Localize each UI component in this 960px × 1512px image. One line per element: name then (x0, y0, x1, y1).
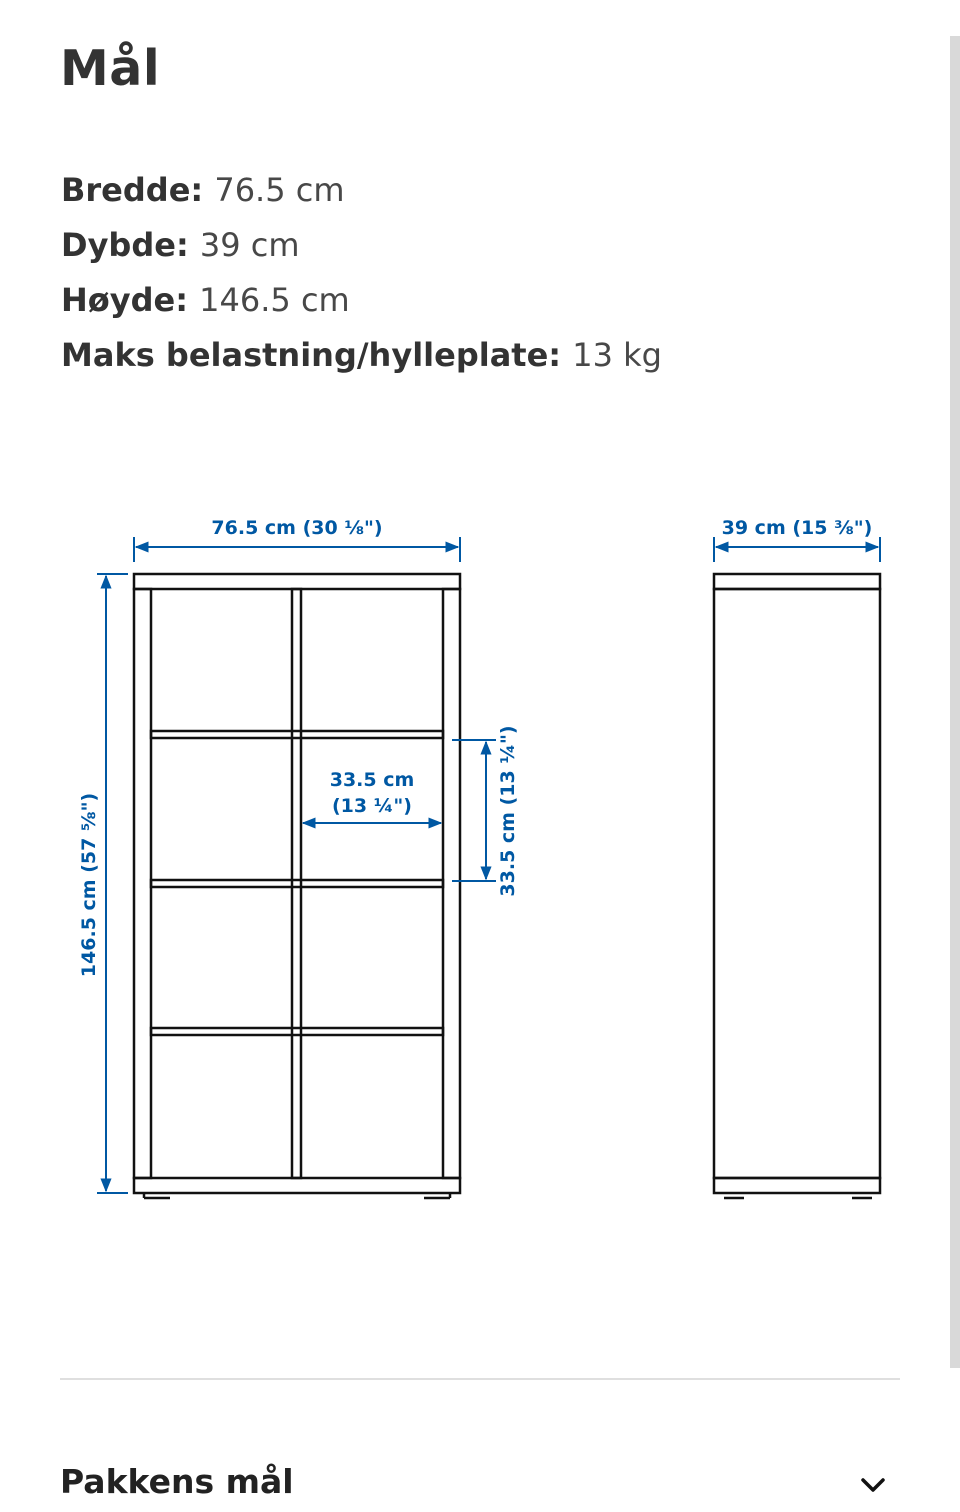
spec-label: Høyde (61, 281, 176, 319)
section-divider (60, 1378, 900, 1380)
scrollbar[interactable] (950, 36, 960, 1368)
compartment-width-in-label: (13 ¼") (332, 795, 412, 817)
compartment-height-label: 33.5 cm (13 ¼") (497, 725, 519, 897)
side-depth-label: 39 cm (15 ⅜") (721, 517, 873, 539)
front-width-label: 76.5 cm (30 ⅛") (211, 517, 383, 539)
spec-row-max-load: Maks belastning/hylleplate: 13 kg (61, 336, 662, 374)
package-dimensions-accordion[interactable] (60, 1462, 900, 1512)
spec-row-width: Bredde: 76.5 cm (61, 171, 345, 209)
spec-row-height: Høyde: 146.5 cm (61, 281, 350, 319)
spec-value: 146.5 cm (199, 281, 350, 319)
spec-label: Dybde (61, 226, 176, 264)
spec-value: 39 cm (199, 226, 300, 264)
shelf-side-view (714, 574, 880, 1198)
spec-row-depth: Dybde: 39 cm (61, 226, 300, 264)
total-height-label: 146.5 cm (57 ⅝") (78, 792, 100, 978)
accordion-label: Pakkens mål (60, 1462, 294, 1501)
chevron-down-icon[interactable] (860, 1476, 886, 1494)
spec-label: Maks belastning/hylleplate (61, 336, 549, 374)
shelf-front-view (134, 574, 460, 1198)
spec-value: 13 kg (572, 336, 662, 374)
page-title: Mål (60, 40, 161, 97)
dimension-lines (97, 537, 880, 1193)
spec-label: Bredde (61, 171, 191, 209)
compartment-width-cm-label: 33.5 cm (329, 769, 415, 791)
spec-value: 76.5 cm (214, 171, 345, 209)
